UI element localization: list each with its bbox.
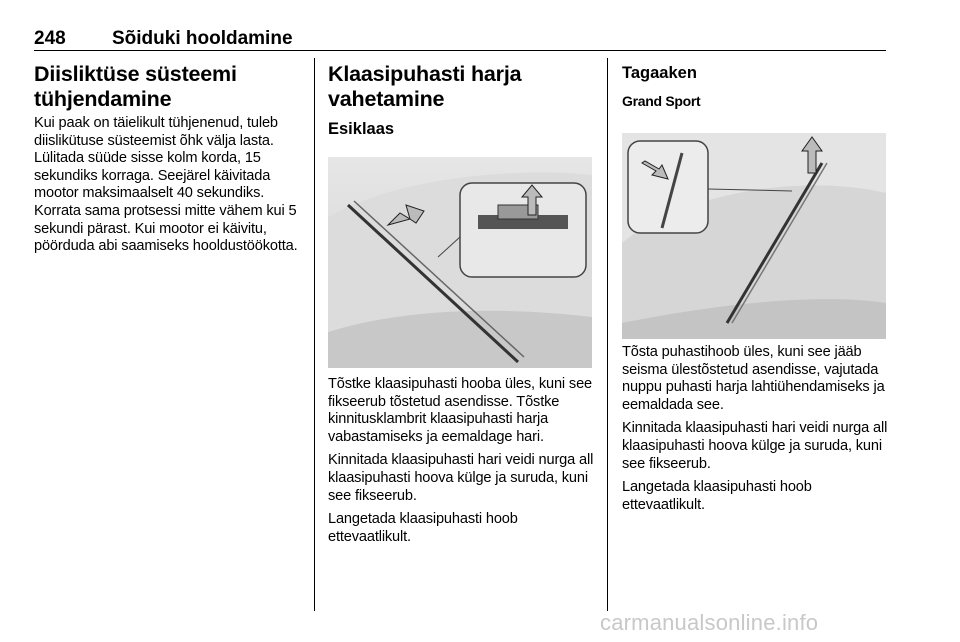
windscreen-paragraph-1: Tõstke klaasipuhasti hooba üles, kuni see fikseerub tõstetud asendisse. Tõstke kinnitusklambrit klaasipuhasti harja vabastamiseks ja eemaldage hari.	[328, 376, 592, 445]
page-header	[34, 22, 886, 50]
rear-paragraph-2: Kinnitada klaasipuhasti hari veidi nurga all klaasipuhasti hoova külge ja suruda, kuni see fikseerub.	[622, 420, 888, 472]
windscreen-wiper-illustration	[328, 157, 592, 368]
page-number: 248	[34, 28, 66, 49]
diesel-paragraph: Kui paak on täielikult tühjenenud, tuleb diislikütuse süsteemist õhk välja lasta. Lülitada süüde sisse kolm korda, 15 sekundiks korraga. Seejärel käivitada mootor maksimaalselt 40 sekundiks. Korrata sama protsessi mitte vähem kui 5 sekundi pärast. Kui mootor ei käivitu, pöörduda abi saamiseks hooldustöökotta.	[34, 115, 298, 255]
subheading-windscreen: Esiklaas	[328, 120, 395, 138]
watermark-text: carmanualsonline.info	[600, 610, 819, 635]
section-heading-diesel: Diisliktüse süsteemi tühjendamine	[34, 62, 237, 111]
windscreen-paragraph-2: Kinnitada klaasipuhasti hari veidi nurga all klaasipuhasti hoova külge ja suruda, kuni see fikseerub.	[328, 452, 594, 504]
chapter-title: Sõiduki hooldamine	[112, 28, 293, 49]
rear-paragraph-1: Tõsta puhastihoob üles, kuni see jääb seisma ülestõstetud asendisse, vajutada nuppu puhasti harja lahtiühendamiseks ja eemaldada see.	[622, 344, 885, 413]
rear-wiper-illustration	[622, 133, 886, 339]
windscreen-paragraph-3: Langetada klaasipuhasti hoob ettevaatlikult.	[328, 511, 518, 545]
column-divider-1	[314, 58, 315, 611]
column-divider-2	[607, 58, 608, 611]
column-1	[34, 56, 304, 262]
rear-paragraph-3: Langetada klaasipuhasti hoob ettevaatlikult.	[622, 479, 812, 513]
section-heading-rear: Tagaaken	[622, 64, 697, 82]
header-divider	[34, 50, 886, 51]
section-heading-wiper: Klaasipuhasti harja vahetamine	[328, 62, 522, 111]
subheading-grand-sport: Grand Sport	[622, 93, 701, 109]
